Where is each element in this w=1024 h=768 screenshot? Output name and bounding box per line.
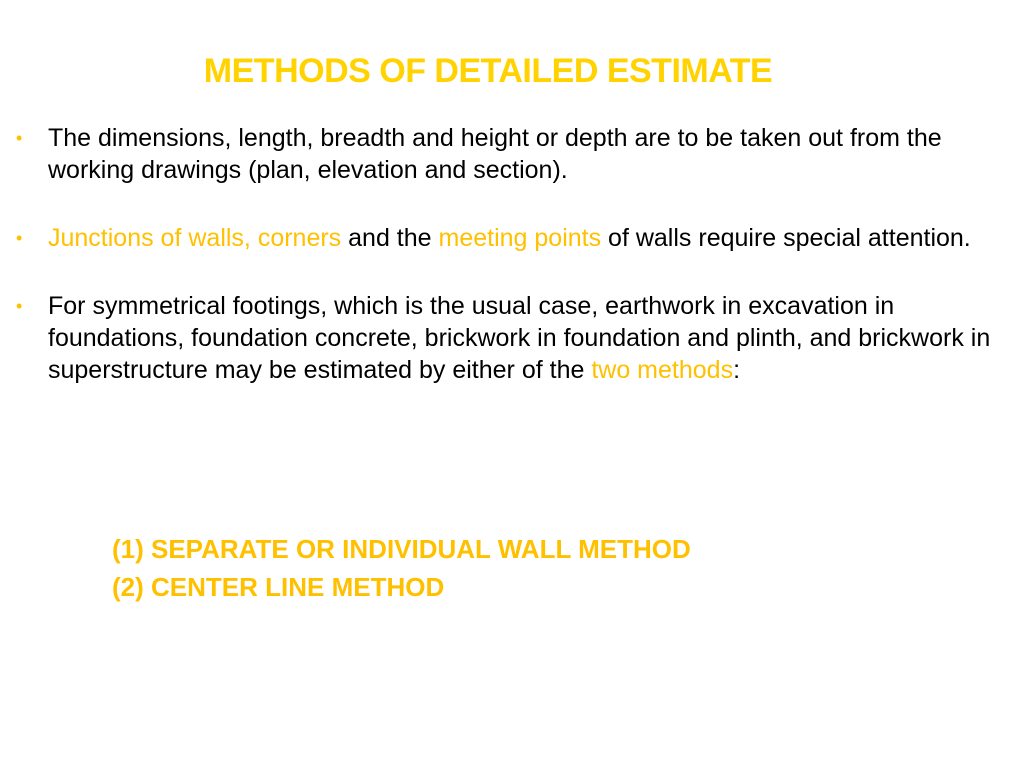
bullet-text: The dimensions, length, breadth and height or depth are to be taken out from the working drawings (plan, elevation and section). (48, 124, 942, 184)
highlight-two-methods: two methods (591, 356, 734, 384)
bullet-text: : (733, 356, 741, 384)
slide-title: METHODS OF DETAILED ESTIMATE (203, 52, 773, 90)
bullet-item-junctions (14, 222, 1004, 254)
bullet-list (14, 122, 1004, 422)
bullet-item-footings (14, 290, 1004, 386)
bullet-text: and the (341, 224, 439, 252)
bullet-text: For symmetrical footings, which is the usual case, earthwork in excavation in foundations, foundation concrete, brickwork in foundation and plinth, and brickwork in superstructure may be estimated by either of the (48, 292, 991, 384)
methods-list (112, 530, 912, 606)
bullet-dot-icon: • (16, 128, 23, 148)
bullet-item-dimensions (14, 122, 1004, 186)
bullet-dot-icon: • (16, 296, 23, 316)
highlight-meeting-points: meeting points (438, 224, 602, 252)
highlight-junctions: Junctions of walls, corners (48, 224, 342, 252)
bullet-text: of walls require special attention. (601, 224, 971, 252)
method-center-line: (2) CENTER LINE METHOD (112, 572, 445, 602)
bullet-dot-icon: • (16, 228, 23, 248)
method-separate-wall: (1) SEPARATE OR INDIVIDUAL WALL METHOD (112, 534, 691, 564)
